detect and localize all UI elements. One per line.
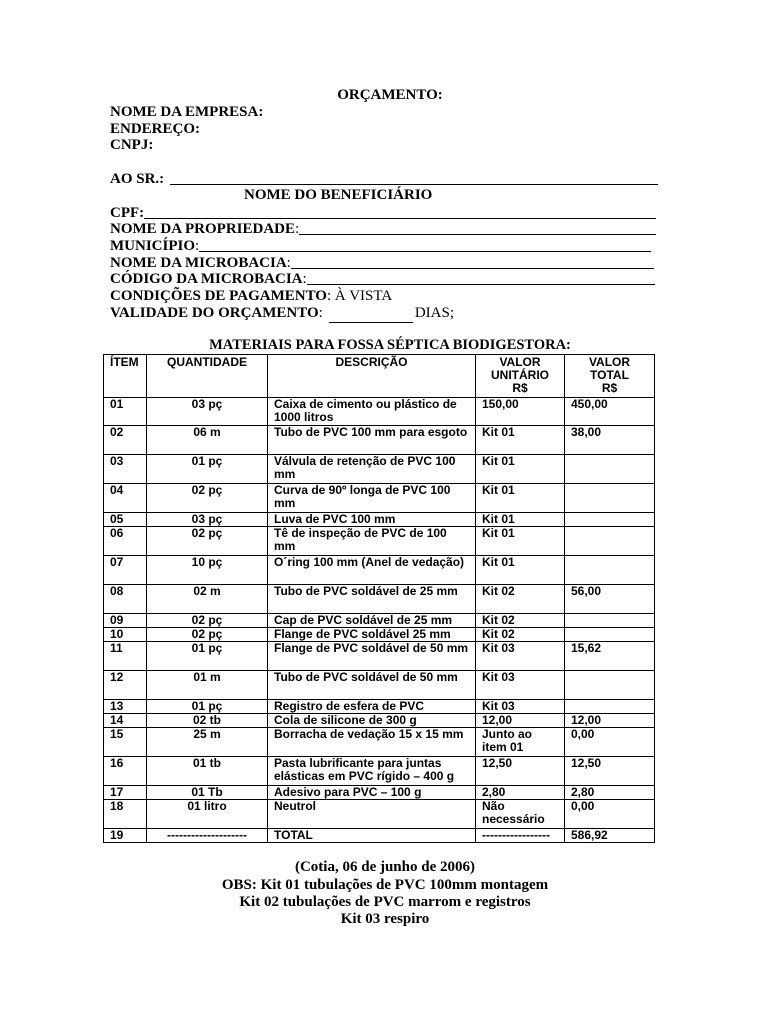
header-unit-line-1: VALOR — [499, 355, 541, 369]
cell-unit-value: Kit 01 — [476, 484, 565, 513]
cnpj-label: CNPJ: — [110, 137, 154, 153]
cell-total-value: 0,00 — [565, 800, 655, 829]
microbasin-label: NOME DA MICROBACIA — [110, 255, 287, 271]
header-unit-value — [476, 355, 565, 398]
table-row — [104, 700, 655, 714]
municipality-field: MUNICÍPIO : — [110, 238, 651, 255]
obs-kit-03: Kit 03 respiro — [340, 911, 430, 927]
cell-total-value: 12,00 — [565, 714, 655, 728]
beneficiary-caption: NOME DO BENEFICIÁRIO — [244, 187, 433, 203]
cell-description: Tubo de PVC soldável de 25 mm — [268, 585, 476, 614]
cell-description: Luva de PVC 100 mm — [268, 513, 476, 527]
cell-unit-value: 2,80 — [476, 786, 565, 800]
microbasin-code-blank — [307, 284, 655, 285]
cell-quantity: 10 pç — [147, 556, 268, 585]
cell-unit-value: Kit 03 — [476, 642, 565, 671]
cell-quantity: 02 tb — [147, 714, 268, 728]
table-row — [104, 829, 655, 843]
cell-total-value — [565, 628, 655, 642]
cell-item: 04 — [104, 484, 147, 513]
table-row — [104, 585, 655, 614]
municipality-blank — [199, 251, 651, 252]
address-label: ENDEREÇO: — [110, 121, 201, 137]
table-row — [104, 426, 655, 455]
cell-total-value — [565, 671, 655, 700]
cell-unit-value: 12,00 — [476, 714, 565, 728]
cell-unit-value: Junto ao item 01 — [476, 728, 565, 757]
header-unit-line-2: UNITÁRIO — [491, 368, 549, 382]
property-field: NOME DA PROPRIEDADE : — [110, 221, 656, 238]
cell-description: Pasta lubrificante para juntas elásticas em PVC rígido – 400 g — [268, 757, 476, 786]
cpf-blank — [144, 218, 656, 219]
cell-item: 03 — [104, 455, 147, 484]
municipality-label: MUNICÍPIO — [110, 238, 195, 254]
table-row — [104, 642, 655, 671]
cell-unit-value: Kit 01 — [476, 455, 565, 484]
cell-unit-value: Kit 01 — [476, 513, 565, 527]
cell-quantity: 25 m — [147, 728, 268, 757]
cell-unit-value: Kit 01 — [476, 556, 565, 585]
budget-table — [103, 354, 655, 843]
cell-description: Flange de PVC soldável de 50 mm — [268, 642, 476, 671]
microbasin-code-label: CÓDIGO DA MICROBACIA — [110, 271, 303, 287]
table-row — [104, 484, 655, 513]
cell-item: 17 — [104, 786, 147, 800]
cpf-field — [110, 205, 656, 222]
cell-description: Tubo de PVC soldável de 50 mm — [268, 671, 476, 700]
payment-value: : À VISTA — [326, 288, 393, 304]
cell-description: Borracha de vedação 15 x 15 mm — [268, 728, 476, 757]
company-name-label: NOME DA EMPRESA: — [110, 104, 264, 120]
cell-total-value: 2,80 — [565, 786, 655, 800]
cell-quantity: 01 tb — [147, 757, 268, 786]
cell-total-value — [565, 455, 655, 484]
table-row — [104, 614, 655, 628]
cell-description: Caixa de cimento ou plástico de 1000 litros — [268, 398, 476, 426]
cell-quantity: 01 pç — [147, 642, 268, 671]
cell-item: 19 — [104, 829, 147, 843]
cell-item: 11 — [104, 642, 147, 671]
cell-total-value — [565, 484, 655, 513]
cell-item: 16 — [104, 757, 147, 786]
cell-quantity: -------------------- — [147, 829, 268, 843]
cell-total-value — [565, 700, 655, 714]
cell-description: Registro de esfera de PVC — [268, 700, 476, 714]
table-row — [104, 513, 655, 527]
cell-item: 13 — [104, 700, 147, 714]
table-row — [104, 714, 655, 728]
cell-description: Cola de silicone de 300 g — [268, 714, 476, 728]
cell-quantity: 01 m — [147, 671, 268, 700]
cell-item: 15 — [104, 728, 147, 757]
header-total-line-3: R$ — [601, 381, 618, 395]
payment-conditions — [110, 288, 670, 305]
header-total-line-2: TOTAL — [590, 368, 629, 382]
cell-description: Cap de PVC soldável de 25 mm — [268, 614, 476, 628]
property-label: NOME DA PROPRIEDADE — [110, 221, 296, 237]
header-quantity: QUANTIDADE — [147, 355, 268, 398]
cell-item: 10 — [104, 628, 147, 642]
header-description: DESCRIÇÃO — [268, 355, 476, 398]
ao-sr-blank — [170, 184, 658, 185]
validity-field: VALIDADE DO ORÇAMENTO: DIAS; — [110, 305, 454, 321]
cell-quantity: 01 pç — [147, 455, 268, 484]
cell-quantity: 01 litro — [147, 800, 268, 829]
table-row — [104, 398, 655, 426]
cell-unit-value: ----------------- — [476, 829, 565, 843]
table-row — [104, 757, 655, 786]
ao-sr-label: AO SR.: — [110, 171, 165, 187]
cell-description: Tubo de PVC 100 mm para esgoto — [268, 426, 476, 455]
cell-total-value — [565, 513, 655, 527]
cell-unit-value: Kit 03 — [476, 700, 565, 714]
cell-item: 02 — [104, 426, 147, 455]
cell-item: 07 — [104, 556, 147, 585]
cell-quantity: 03 pç — [147, 398, 268, 426]
table-row — [104, 527, 655, 556]
header-unit-line-3: R$ — [512, 381, 528, 395]
microbasin-field: NOME DA MICROBACIA : — [110, 255, 654, 272]
cell-total-value: 450,00 — [565, 398, 655, 426]
table-row — [104, 455, 655, 484]
cell-total-value — [565, 556, 655, 585]
cell-unit-value: Não necessário — [476, 800, 565, 829]
cell-description: Flange de PVC soldável 25 mm — [268, 628, 476, 642]
cell-description: O´ring 100 mm (Anel de vedação) — [268, 556, 476, 585]
table-row — [104, 728, 655, 757]
microbasin-blank — [291, 268, 654, 269]
cell-quantity: 02 pç — [147, 527, 268, 556]
obs-kit-01: OBS: Kit 01 tubulações de PVC 100mm montagem — [221, 877, 549, 893]
cell-item: 18 — [104, 800, 147, 829]
table-header-row — [104, 355, 655, 398]
header-total-line-1: VALOR — [588, 355, 631, 369]
obs-kit-02: Kit 02 tubulações de PVC marrom e registros — [239, 894, 531, 910]
table-row — [104, 671, 655, 700]
cell-total-value: 12,50 — [565, 757, 655, 786]
cell-unit-value: Kit 03 — [476, 671, 565, 700]
cell-total-value — [565, 527, 655, 556]
cell-unit-value: 150,00 — [476, 398, 565, 426]
cell-item: 14 — [104, 714, 147, 728]
cell-quantity: 02 pç — [147, 614, 268, 628]
cell-quantity: 02 pç — [147, 484, 268, 513]
cell-total-value: 0,00 — [565, 728, 655, 757]
cell-quantity: 01 Tb — [147, 786, 268, 800]
cell-quantity: 03 pç — [147, 513, 268, 527]
cell-unit-value: Kit 02 — [476, 585, 565, 614]
table-row — [104, 800, 655, 829]
cell-description: TOTAL — [268, 829, 476, 843]
cell-unit-value: Kit 02 — [476, 628, 565, 642]
cell-quantity: 02 m — [147, 585, 268, 614]
table-row — [104, 628, 655, 642]
cell-total-value: 38,00 — [565, 426, 655, 455]
cpf-label: CPF: — [110, 205, 145, 221]
date-note: (Cotia, 06 de junho de 2006) — [294, 859, 475, 875]
cell-total-value: 56,00 — [565, 585, 655, 614]
table-row — [104, 786, 655, 800]
cell-total-value: 15,62 — [565, 642, 655, 671]
document-title: ORÇAMENTO: — [337, 87, 443, 103]
cell-description: Adesivo para PVC – 100 g — [268, 786, 476, 800]
cell-item: 01 — [104, 398, 147, 426]
cell-item: 06 — [104, 527, 147, 556]
payment-label: CONDIÇÕES DE PAGAMENTO — [110, 288, 327, 304]
cell-item: 09 — [104, 614, 147, 628]
ao-sr-field — [110, 171, 658, 188]
cell-quantity: 06 m — [147, 426, 268, 455]
header-item: ÍTEM — [104, 355, 147, 398]
cell-item: 05 — [104, 513, 147, 527]
materials-title: MATERIAIS PARA FOSSA SÉPTICA BIODIGESTORA: — [209, 337, 571, 353]
validity-days: DIAS; — [414, 305, 454, 321]
cell-description: Neutrol — [268, 800, 476, 829]
cell-unit-value: Kit 01 — [476, 527, 565, 556]
property-blank — [299, 234, 656, 235]
cell-item: 08 — [104, 585, 147, 614]
cell-description: Tê de inspeção de PVC de 100 mm — [268, 527, 476, 556]
cell-total-value: 586,92 — [565, 829, 655, 843]
microbasin-code-field: CÓDIGO DA MICROBACIA : — [110, 271, 655, 288]
validity-blank — [329, 305, 413, 323]
cell-total-value — [565, 614, 655, 628]
cell-quantity: 02 pç — [147, 628, 268, 642]
cell-unit-value: Kit 02 — [476, 614, 565, 628]
validity-label: VALIDADE DO ORÇAMENTO — [110, 305, 319, 321]
header-total-value — [565, 355, 655, 398]
table-row — [104, 556, 655, 585]
cell-description: Válvula de retenção de PVC 100 mm — [268, 455, 476, 484]
cell-quantity: 01 pç — [147, 700, 268, 714]
cell-description: Curva de 90º longa de PVC 100 mm — [268, 484, 476, 513]
cell-unit-value: 12,50 — [476, 757, 565, 786]
cell-item: 12 — [104, 671, 147, 700]
cell-unit-value: Kit 01 — [476, 426, 565, 455]
